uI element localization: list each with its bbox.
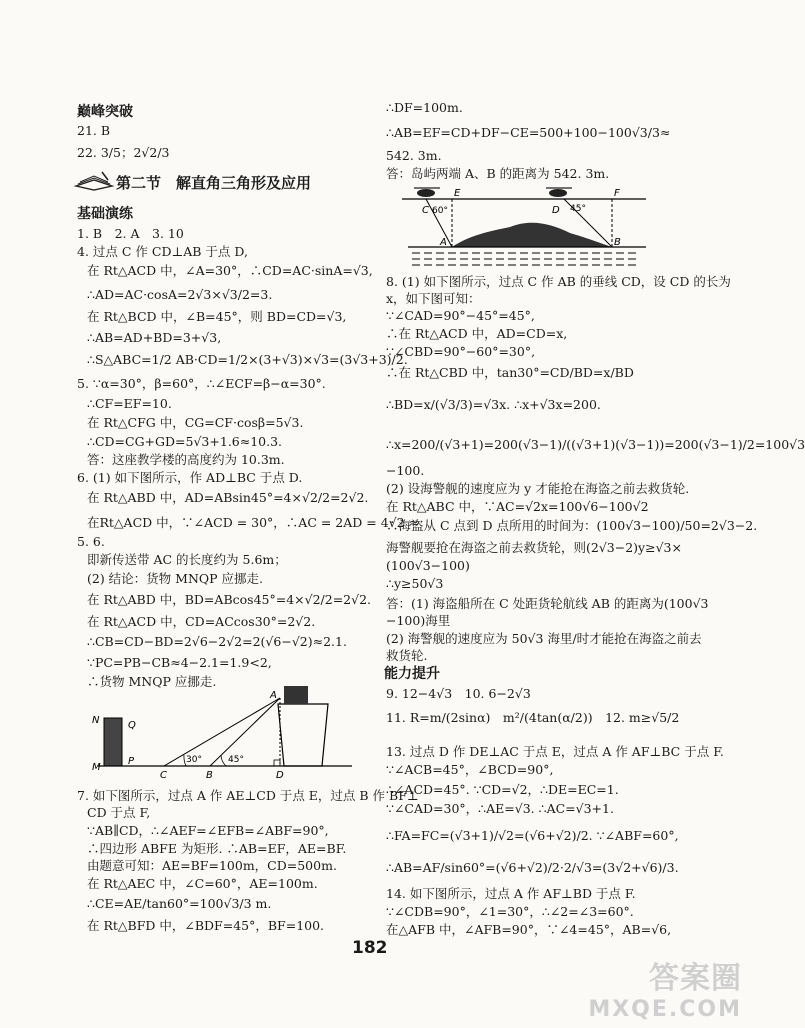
text-line: ∵∠CAD=90°−45°=45°, — [386, 308, 535, 323]
text-line: 在 Rt△ACD 中，CD=ACcos30°=2√2. — [87, 614, 316, 629]
text-line: 在 Rt△ABD 中，BD=ABcos45°=4×√2/2=2√2. — [87, 592, 372, 607]
label-A: A — [440, 237, 447, 248]
text-line: ∵∠CAD=30°，∴AE=√3. ∴AC=√3+1. — [386, 801, 614, 816]
text-line: ∴AB=AD+BD=3+√3, — [87, 330, 222, 345]
label-N: N — [92, 715, 100, 726]
label-E: E — [454, 188, 461, 199]
text-line: 在 Rt△CFG 中，CG=CF·cosβ=5√3. — [87, 415, 304, 430]
text-line: 13. 过点 D 作 DE⊥AC 于点 E，过点 A 作 AF⊥BC 于点 F. — [386, 744, 724, 759]
text-line: ∵AB∥CD，∴∠AEF=∠EFB=∠ABF=90°, — [87, 823, 329, 838]
angle-45: 45° — [228, 755, 244, 765]
text-line: ∴y≥50√3 — [386, 576, 444, 591]
text-line: ∴CF=EF=10. — [87, 396, 172, 411]
text-line: ∴在 Rt△CBD 中，tan30°=CD/BD=x/BD — [386, 365, 634, 380]
text-line: 11. R=m/(2sinα) m²/(4tan(α/2)) 12. m≥√5/2 — [386, 710, 680, 725]
text-line: 5. 6. — [77, 534, 105, 549]
text-line: 答：这座教学楼的高度约为 10.3m. — [87, 452, 285, 467]
label-C: C — [422, 205, 429, 216]
text-line: ∴CE=AE/tan60°=100√3/3 m. — [87, 896, 272, 911]
angle-30: 30° — [186, 755, 202, 765]
heading-ability: 能力提升 — [384, 666, 440, 682]
label-B: B — [614, 237, 621, 248]
watermark-url: MXQE.COM — [588, 997, 742, 1022]
text-line: ∴AD=AC·cosA=2√3×√3/2=3. — [87, 287, 273, 302]
text-line: (2) 结论：货物 MNQP 应挪走. — [87, 571, 263, 586]
text-line: 4. 过点 C 作 CD⊥AB 于点 D, — [77, 244, 248, 259]
text-line: 在 Rt△ACD 中，∠A=30°，∴CD=AC·sinA=√3, — [87, 263, 373, 278]
label-D: D — [552, 205, 560, 216]
angle-45: 45° — [570, 204, 586, 214]
text-line: ∵∠CBD=90°−60°=30°, — [386, 344, 536, 359]
text-line: (2) 设海警舰的速度应为 y 才能抢在海盗之前去救货轮. — [386, 481, 690, 496]
figure-conveyor — [90, 680, 360, 780]
label-B: B — [206, 770, 213, 781]
text-line: 在 Rt△ABC 中，∵AC=√2x=100√6−100√2 — [386, 499, 649, 514]
text-line: ∴FA=FC=(√3+1)/√2=(√6+√2)/2. ∵∠ABF=60°, — [386, 828, 679, 843]
text-line: (2) 海警舰的速度应为 50√3 海里/时才能抢在海盗之前去 — [386, 631, 702, 646]
text-line: ∴DF=100m. — [386, 100, 463, 115]
watermark-logo: 答案圈 — [649, 961, 742, 996]
watermark — [588, 953, 742, 1022]
text-line: ∴海盗从 C 点到 D 点所用的时间为：(100√3−100)/50=2√3−2. — [386, 518, 758, 533]
text-line: 海警舰要抢在海盗之前去救货轮，则(2√3−2)y≥√3× — [386, 540, 682, 555]
text-line: 在 Rt△AEC 中，∠C=60°，AE=100m. — [87, 876, 318, 891]
label-Q: Q — [128, 720, 136, 731]
section-title: 第二节 解直角三角形及应用 — [116, 174, 312, 192]
text-line: −100. — [386, 463, 425, 478]
text-line: ∴CD=CG+GD=5√3+1.6≈10.3. — [87, 434, 283, 449]
text-line: ∴货物 MNQP 应挪走. — [87, 674, 217, 689]
label-P: P — [128, 756, 135, 767]
label-M: M — [92, 762, 101, 773]
text-line: ∴四边形 ABFE 为矩形. ∴AB=EF，AE=BF. — [87, 841, 347, 856]
heading-basic: 基础演练 — [77, 206, 133, 222]
text-line: 5. ∵α=30°，β=60°，∴∠ECF=β−α=30°. — [77, 376, 326, 391]
text-line: 在Rt△ACD 中，∵∠ACD = 30°，∴AC = 2AD = 4√2 ≈ — [87, 515, 420, 530]
text-line: ∴S△ABC=1/2 AB·CD=1/2×(3+√3)×√3=(3√3+3)/2. — [87, 352, 408, 367]
text-line: 答：岛屿两端 A、B 的距离为 542. 3m. — [386, 166, 610, 181]
text-line: ∴∠ACD=45°. ∵CD=√2，∴DE=EC=1. — [386, 782, 619, 797]
label-D: D — [276, 770, 284, 781]
text-line: 即新传送带 AC 的长度约为 5.6m； — [87, 552, 287, 567]
text-line: 答：(1) 海盗船所在 C 处距货轮航线 AB 的距离为(100√3 — [386, 596, 709, 611]
text-line: 1. B 2. A 3. 10 — [77, 226, 184, 241]
text-line: ∴CB=CD−BD=2√6−2√2=2(√6−√2)≈2.1. — [87, 634, 347, 649]
text-line: ∴在 Rt△ACD 中，AD=CD=x, — [386, 326, 568, 341]
text-line: 8. (1) 如下图所示，过点 C 作 AB 的垂线 CD，设 CD 的长为 — [386, 274, 731, 289]
page-number: 182 — [352, 938, 388, 958]
heading-peak: 巅峰突破 — [77, 104, 133, 120]
text-line: 6. (1) 如下图所示，作 AD⊥BC 于点 D. — [77, 470, 303, 485]
text-line: ∴x=200/(√3+1)=200(√3−1)/((√3+1)(√3−1))=200(√3−1)/2=100√3 — [386, 437, 805, 452]
text-line: ∵∠CDB=90°，∠1=30°，∴∠2=∠3=60°. — [386, 904, 634, 919]
text-line: 542. 3m. — [386, 148, 442, 163]
label-C: C — [160, 770, 167, 781]
text-line: ∴AB=EF=CD+DF−CE=500+100−100√3/3≈ — [386, 125, 671, 140]
label-F: F — [614, 188, 620, 199]
text-line: 在 Rt△ABD 中，AD=ABsin45°=4×√2/2=2√2. — [87, 490, 369, 505]
answer-22: 22. 3/5；2√2/3 — [77, 145, 170, 160]
book-icon — [74, 170, 116, 192]
text-line: 在 Rt△BFD 中，∠BDF=45°，BF=100. — [87, 918, 325, 933]
text-line: 在 Rt△BCD 中，∠B=45°，则 BD=CD=√3, — [87, 309, 347, 324]
text-line: ∴BD=x/(√3/3)=√3x. ∴x+√3x=200. — [386, 397, 601, 412]
text-line: ∵PC=PB−CB≈4−2.1=1.9<2, — [87, 655, 272, 670]
text-line: (100√3−100) — [386, 558, 470, 573]
text-line: ∵∠ACB=45°，∠BCD=90°, — [386, 762, 554, 777]
text-line: 救货轮. — [386, 648, 428, 663]
text-line: 14. 如下图所示，过点 A 作 AF⊥BD 于点 F. — [386, 886, 636, 901]
answer-21: 21. B — [77, 123, 111, 138]
text-line: ∴AB=AF/sin60°=(√6+√2)/2·2/√3=(3√2+√6)/3. — [386, 860, 679, 875]
text-line: −100)海里 — [386, 613, 451, 628]
label-A: A — [270, 690, 277, 701]
angle-60: 60° — [432, 206, 448, 216]
text-line: 9. 12−4√3 10. 6−2√3 — [386, 686, 531, 701]
text-line: CD 于点 F, — [87, 805, 151, 820]
text-line: 7. 如下图所示，过点 A 作 AE⊥CD 于点 E，过点 B 作 BF⊥ — [77, 788, 419, 803]
figure-island — [400, 183, 650, 273]
text-line: x，如下图可知： — [386, 291, 481, 306]
text-line: 在△AFB 中，∠AFB=90°，∵∠4=45°，AB=√6, — [386, 922, 672, 937]
text-line: 由题意可知：AE=BF=100m，CD=500m. — [87, 858, 337, 873]
